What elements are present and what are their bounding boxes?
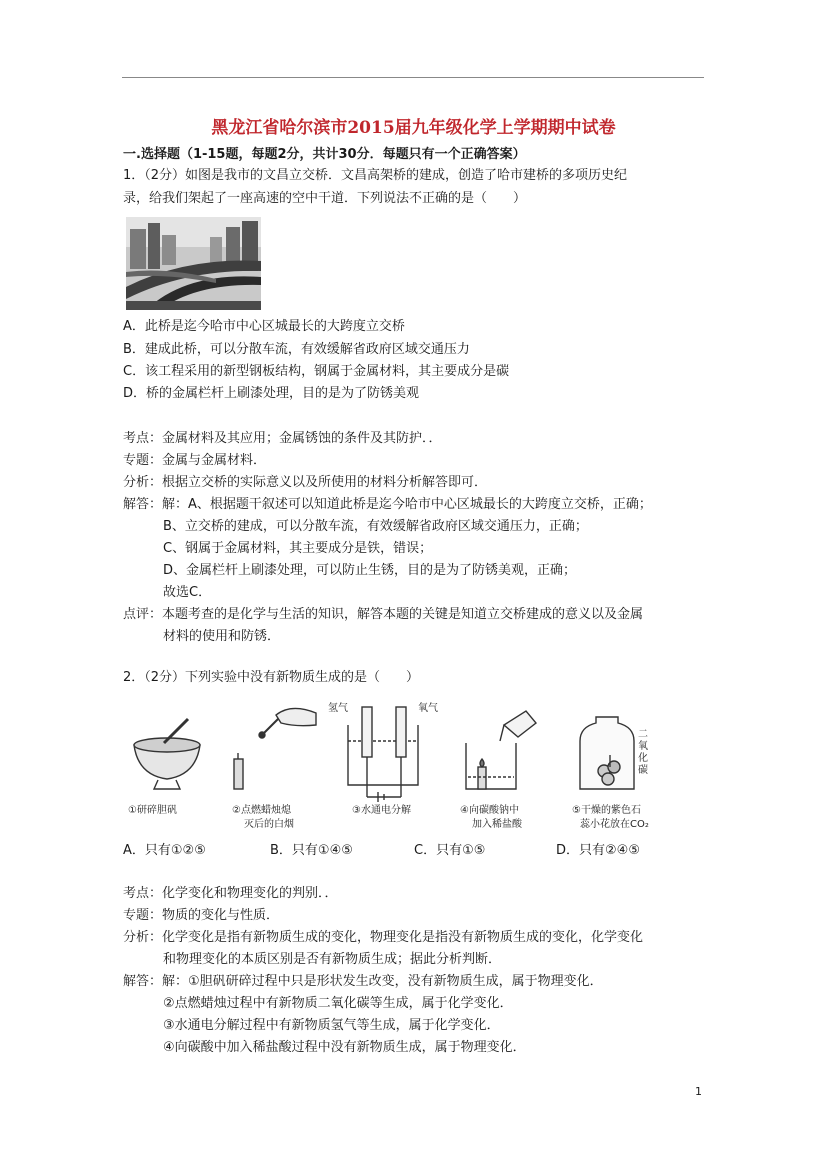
q2-zhuanti: 专题：物质的变化与性质． (123, 908, 280, 923)
q1-stem-line1: 1．（2分）如图是我市的文昌立交桥．文昌高架桥的建成，创造了哈市建桥的多项历史纪 (123, 168, 628, 183)
caption-3: ③水通电分解 (352, 805, 411, 816)
co2-label-char2: 氧 (638, 741, 648, 752)
q1-option-a: A．此桥是迄今哈市中心区城最长的大跨度立交桥 (123, 319, 405, 334)
caption-2b: 灭后的白烟 (244, 819, 294, 830)
q2-option-d: D．只有②④⑤ (556, 843, 640, 858)
caption-5b: 蕊小花放在CO₂ (580, 819, 649, 830)
q1-kaodian: 考点：金属材料及其应用；金属锈蚀的条件及其防护．． (123, 431, 442, 446)
co2-label-char1: 二 (638, 729, 648, 740)
q2-kaodian: 考点：化学变化和物理变化的判别．． (123, 886, 338, 901)
q1-stem-line2: 录，给我们架起了一座高速的空中干道．下列说法不正确的是（ ） (123, 191, 527, 206)
hydrogen-label: 氢气 (328, 703, 348, 714)
page-number: 1 (695, 1085, 702, 1098)
q2-stem: 2．（2分）下列实验中没有新物质生成的是（ ） (123, 670, 420, 685)
q1-dianping-line2: 材料的使用和防锈． (163, 629, 281, 644)
q1-dianping-line1: 点评：本题考查的是化学与生活的知识，解答本题的关键是知道立交桥建成的意义以及金属 (123, 607, 644, 622)
caption-2a: ②点燃蜡烛熄 (232, 805, 291, 816)
caption-5a: ⑤干燥的紫色石 (572, 805, 641, 816)
q2-fenxi-line2: 和物理变化的本质区别是否有新物质生成；据此分析判断． (163, 952, 502, 967)
caption-1: ①研碎胆矾 (128, 805, 177, 816)
bridge-photo (126, 217, 261, 310)
q1-jieda-line5: 故选C． (163, 585, 212, 600)
q1-jieda-line2: B、立交桥的建成，可以分散车流，有效缓解省政府区域交通压力，正确； (163, 519, 588, 534)
header-rule (122, 77, 704, 78)
q2-jieda-line3: ③水通电分解过程中有新物质氢气等生成，属于化学变化． (163, 1018, 500, 1033)
q2-jieda-line1: 解答：解：①胆矾研碎过程中只是形状发生改变，没有新物质生成，属于物理变化． (123, 974, 603, 989)
q1-option-d: D．桥的金属栏杆上刷漆处理，目的是为了防锈美观 (123, 386, 420, 401)
q1-fenxi: 分析：根据立交桥的实际意义以及所使用的材料分析解答即可． (123, 475, 488, 490)
q2-option-c: C．只有①⑤ (414, 843, 486, 858)
q2-option-a: A．只有①②⑤ (123, 843, 206, 858)
q1-option-c: C．该工程采用的新型钢板结构，钢属于金属材料，其主要成分是碳 (123, 364, 510, 379)
page-title: 黑龙江省哈尔滨市2015届九年级化学上学期期中试卷 (211, 118, 616, 138)
q1-jieda-line4: D、金属栏杆上刷漆处理，可以防止生锈，目的是为了防锈美观，正确； (163, 563, 577, 578)
q2-jieda-line2: ②点燃蜡烛过程中有新物质二氧化碳等生成，属于化学变化． (163, 996, 513, 1011)
co2-label-char4: 碳 (638, 765, 648, 776)
co2-label-char3: 化 (638, 753, 648, 764)
q1-jieda-line1: 解答：解：A、根据题干叙述可以知道此桥是迄今哈市中心区城最长的大跨度立交桥，正确； (123, 497, 652, 512)
q2-jieda-line4: ④向碳酸中加入稀盐酸过程中没有新物质生成，属于物理变化． (163, 1040, 526, 1055)
caption-4b: 加入稀盐酸 (472, 819, 522, 830)
q2-option-b: B．只有①④⑤ (270, 843, 353, 858)
oxygen-label: 氧气 (418, 703, 438, 714)
section-heading: 一.选择题（1-15题，每题2分，共计30分．每题只有一个正确答案） (123, 147, 526, 162)
experiment-figure (126, 697, 666, 832)
q1-zhuanti: 专题：金属与金属材料． (123, 453, 267, 468)
q1-option-b: B．建成此桥，可以分散车流，有效缓解省政府区域交通压力 (123, 342, 470, 357)
q2-fenxi-line1: 分析：化学变化是指有新物质生成的变化，物理变化是指没有新物质生成的变化，化学变化 (123, 930, 644, 945)
q1-jieda-line3: C、钢属于金属材料，其主要成分是铁，错误； (163, 541, 433, 556)
caption-4a: ④向碳酸钠中 (460, 805, 519, 816)
